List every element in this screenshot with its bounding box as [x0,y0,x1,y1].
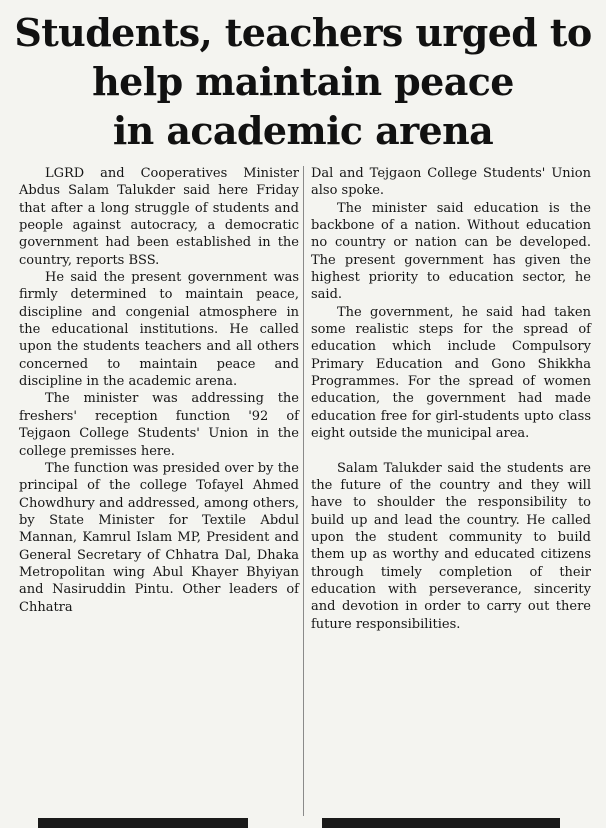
article-paragraph: The minister said education is the backbone of a nation. Without education no country or nation can be developed. The present government has given the highest priority to education sector, he said. [311,200,591,303]
article-paragraph: He said the present government was firmly determined to maintain peace, discipline and congenial atmosphere in the educational institutions. He called upon the students teachers and all others concerned to maintain peace and discipline in the academic arena. [19,270,299,390]
article-paragraph: The function was presided over by the principal of the college Tofayel Ahmed Chowdhury and addressed, among others, by State Minister for Textile Abdul Mannan, Kamrul Islam MP, President and General Secretary of Chhatra Dal, Dhaka Metropolitan wing Abul Khayer Bhyiyan and Nasiruddin Pintu. Other leaders of Chhatra [19,460,299,615]
article-paragraph: The minister was addressing the freshers' reception function '92 of Tejgaon College Students' Union in the college premisses here. [19,391,299,459]
headline [0,8,606,155]
article-paragraph: LGRD and Cooperatives Minister Abdus Salam Talukder said here Friday that after a long struggle of students and people against autocracy, a democratic government had been established in the country, reports BSS. [19,166,299,268]
headline-line-2: help maintain peace [92,59,514,104]
article-paragraph-continued: Dal and Tejgaon College Students' Union also spoke. [311,166,591,199]
article-paragraph: The government, he said had taken some realistic steps for the spread of education which include Compulsory Primary Education and Gono Shikkha Programmes. For the spread of women education, the government had made education free for girl-students upto class eight outside the municipal area. [311,304,591,442]
article-column-left [19,165,299,616]
adjacent-story-headline-fragment [38,818,248,828]
column-divider [303,166,304,816]
headline-line-3: in academic arena [112,108,494,153]
article-paragraph: Salam Talukder said the students are the future of the country and they will have to shoulder the responsibility to build up and lead the country. He called upon the student community to build them up as worthy and educated citizens through timely completion of their education with perseverance, sincerity and devotion in order to carry out there future responsibilities. [311,460,591,632]
article-column-right [311,165,591,633]
headline-line-1: Students, teachers urged to [14,10,592,55]
adjacent-story-headline-fragment [322,818,560,828]
